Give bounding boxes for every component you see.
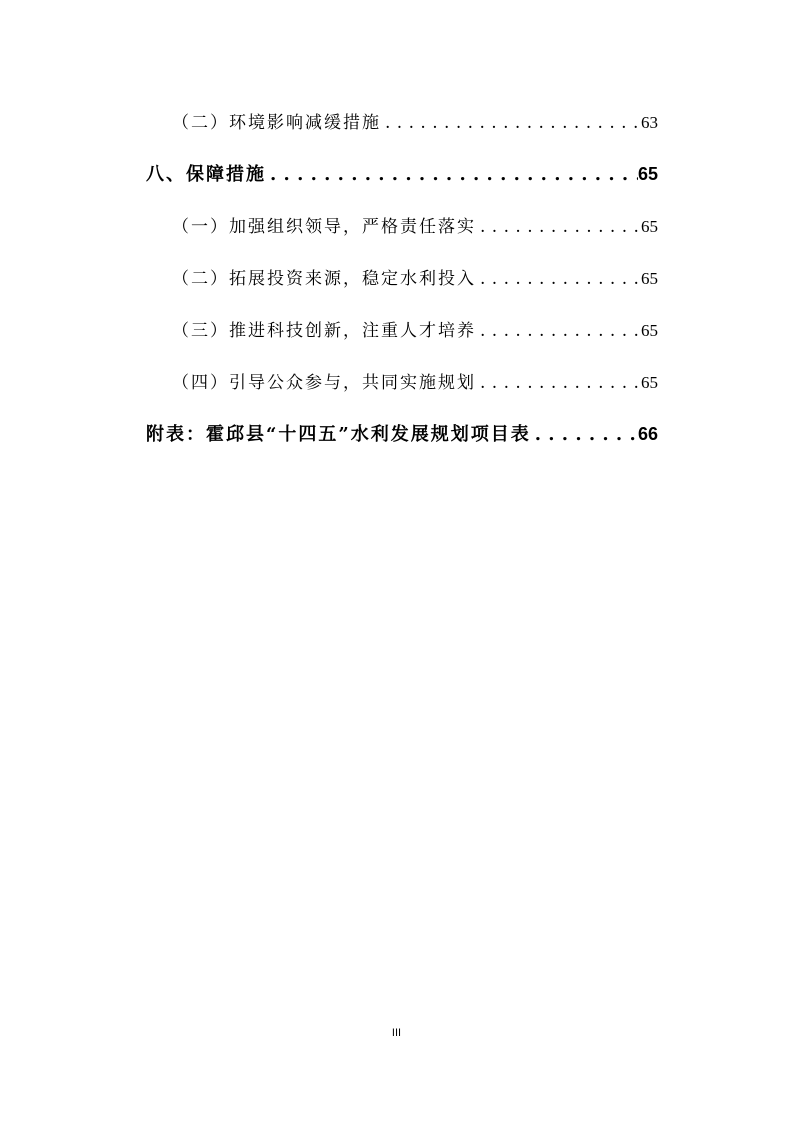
- toc-entry-page: 65: [641, 269, 658, 288]
- toc-entry-title: （三）推进科技创新，注重人才培养: [172, 321, 476, 341]
- toc-leader-dots: [531, 424, 638, 445]
- toc-leader-dots: [476, 217, 641, 237]
- toc-entry-title: （二）拓展投资来源，稳定水利投入: [172, 269, 476, 289]
- toc-entry-page: 66: [637, 424, 658, 444]
- toc-entry-title: 八、保障措施: [146, 164, 266, 185]
- toc-entry[interactable]: [172, 108, 658, 133]
- toc-entry[interactable]: [146, 420, 658, 446]
- toc-leader-dots: [266, 164, 638, 185]
- toc-entry-page: 65: [641, 217, 658, 236]
- page-number: III: [391, 1027, 402, 1039]
- toc-leader-dots: [476, 269, 641, 289]
- toc-entry[interactable]: [172, 368, 658, 393]
- toc-leader-dots: [381, 113, 641, 133]
- toc-leader-dots: [476, 321, 641, 341]
- toc-entry-page: 65: [637, 164, 658, 184]
- toc-entry-page: 65: [641, 321, 658, 340]
- toc-entry[interactable]: [146, 160, 658, 186]
- toc-entry[interactable]: [172, 212, 658, 237]
- toc-entry-title: （二）环境影响减缓措施: [172, 113, 381, 133]
- toc-entry[interactable]: [172, 264, 658, 289]
- toc-leader-dots: [476, 373, 641, 393]
- toc-entry-title: （一）加强组织领导，严格责任落实: [172, 217, 476, 237]
- toc-entry-title: （四）引导公众参与，共同实施规划: [172, 373, 476, 393]
- toc-entry[interactable]: [172, 316, 658, 341]
- toc-entry-page: 63: [641, 113, 658, 132]
- toc-entry-page: 65: [641, 373, 658, 392]
- toc-entry-title: 附表：霍邱县“十四五”水利发展规划项目表: [146, 424, 531, 445]
